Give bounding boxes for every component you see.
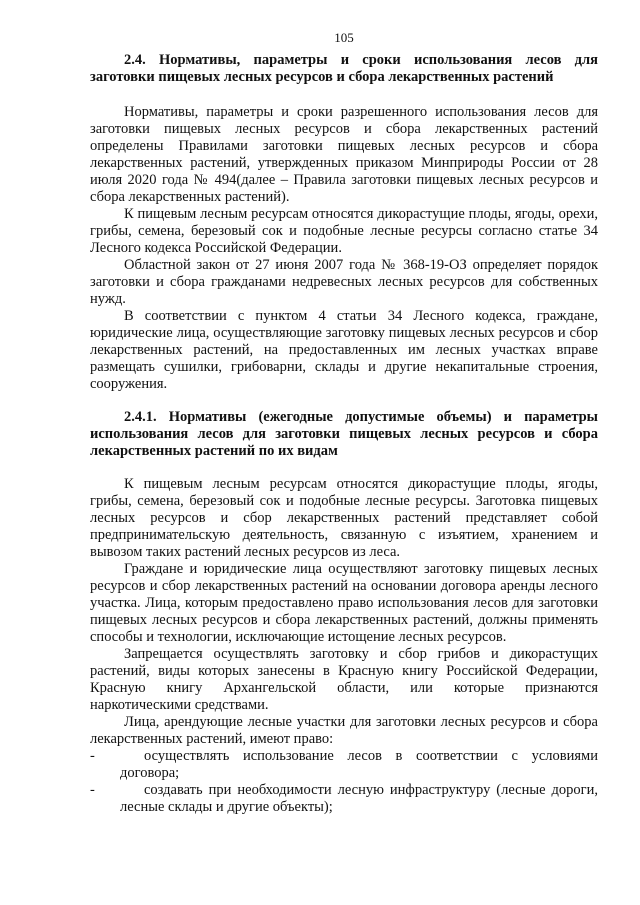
- subsection-paragraph: Граждане и юридические лица осуществляют заготовку пищевых лесных ресурсов и сбор лекарственных растений на основании договора аренды лесного участка. Лица, которым предоставлено право использования лесов для заготовки пищевых лесных ресурсов и сбора лекарственных растений, должны применять способы и технологии, исключающие истощение лесных ресурсов.: [90, 561, 598, 645]
- dash-item-text: создавать при необходимости лесную инфраструктуру (лесные дороги, лесные склады и другие объекты);: [120, 782, 598, 815]
- dash-bullet: -: [90, 748, 95, 764]
- section-paragraph: Нормативы, параметры и сроки разрешенного использования лесов для заготовки пищевых лесных ресурсов и сбора лекарственных растений определены Правилами заготовки пищевых лесных ресурсов и сбора лекарственных растений, утвержденных приказом Минприроды России от 28 июля 2020 года № 494(далее – Правила заготовки пищевых лесных ресурсов и сбора лекарственных растений).: [90, 104, 598, 205]
- dash-list-item: [90, 782, 598, 816]
- section-paragraph: К пищевым лесным ресурсам относятся дикорастущие плоды, ягоды, орехи, грибы, семена, березовый сок и подобные лесные ресурсы согласно статье 34 Лесного кодекса Российской Федерации.: [90, 206, 598, 256]
- page-number: 105: [334, 30, 354, 45]
- dash-item-text: осуществлять использование лесов в соответствии с условиями договора;: [120, 748, 598, 781]
- subsection-paragraph: Лица, арендующие лесные участки для заготовки лесных ресурсов и сбора лекарственных растений, имеют право:: [90, 714, 598, 747]
- subsection-paragraph: Запрещается осуществлять заготовку и сбор грибов и дикорастущих растений, виды которых занесены в Красную книгу Российской Федерации, Красную книгу Архангельской области, или которые признаются наркотическими средствами.: [90, 646, 598, 713]
- dash-list-item: [90, 748, 598, 782]
- dash-bullet: -: [90, 782, 95, 798]
- subsection-heading: 2.4.1. Нормативы (ежегодные допустимые объемы) и параметры использования лесов для заготовки пищевых лесных ресурсов и сбора лекарственных растений по их видам: [90, 409, 598, 459]
- section-paragraph: Областной закон от 27 июня 2007 года № 368-19-ОЗ определяет порядок заготовки и сбора гражданами недревесных лесных ресурсов для собственных нужд.: [90, 257, 598, 307]
- section-paragraph: В соответствии с пунктом 4 статьи 34 Лесного кодекса, граждане, юридические лица, осуществляющие заготовку пищевых лесных ресурсов и сбор лекарственных растений, на предоставленных им лесных участках вправе размещать сушилки, грибоварни, склады и другие некапитальные строения, сооружения.: [90, 308, 598, 392]
- section-heading: 2.4. Нормативы, параметры и сроки использования лесов для заготовки пищевых лесных ресурсов и сбора лекарственных растений: [90, 52, 598, 85]
- subsection-paragraph: К пищевым лесным ресурсам относятся дикорастущие плоды, ягоды, грибы, семена, березовый сок и подобные лесные ресурсы. Заготовка пищевых лесных ресурсов и сбор лекарственных растений представляет собой предпринимательскую деятельность, связанную с изъятием, хранением и вывозом таких растений лесных ресурсов из леса.: [90, 476, 598, 560]
